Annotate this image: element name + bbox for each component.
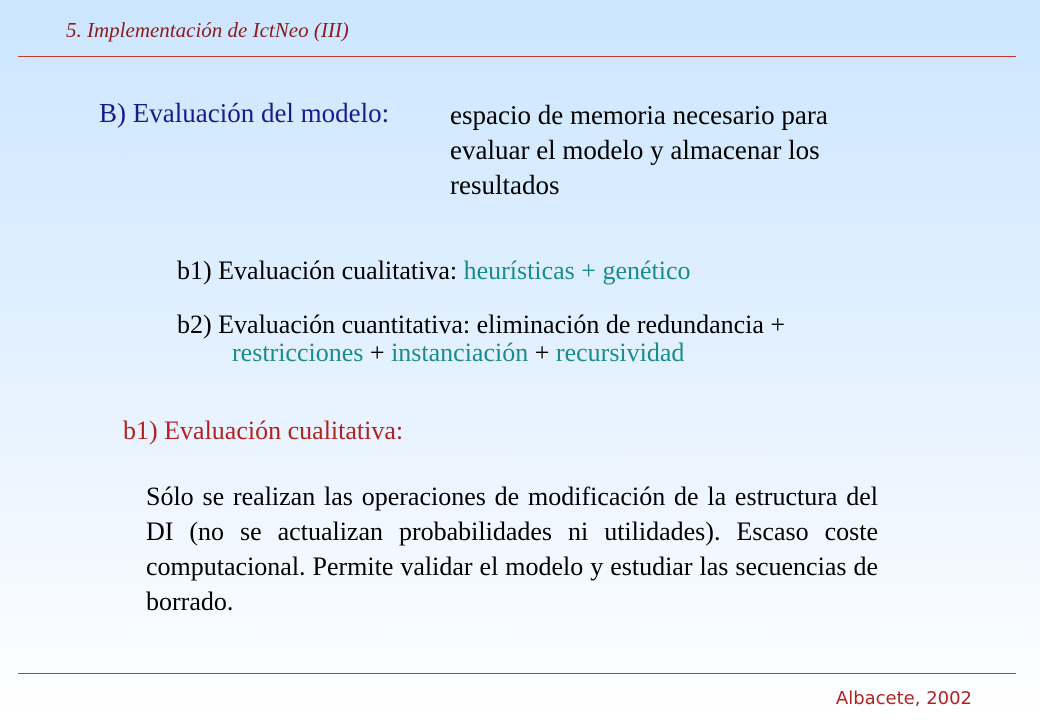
b1-summary-label: b1) Evaluación cualitativa: <box>177 256 458 285</box>
b2-item-restricciones: restricciones <box>232 338 364 367</box>
b1-item-heuristicas: heurísticas <box>463 256 575 285</box>
b1-plus: + <box>581 256 596 285</box>
section-b-description-line: espacio de memoria necesario para <box>450 100 828 130</box>
b1-item-genetico: genético <box>602 256 691 285</box>
section-b-description <box>450 98 828 203</box>
footer-place-year: Albacete, 2002 <box>835 688 972 709</box>
b2-line1-rest: eliminación de redundancia + <box>476 310 786 339</box>
b2-plus: + <box>534 338 550 367</box>
header-divider <box>18 56 1016 57</box>
b2-summary-label: b2) Evaluación cuantitativa: <box>177 310 471 339</box>
b1-summary <box>177 256 691 286</box>
section-b-label: B) Evaluación del modelo: <box>99 98 390 128</box>
section-b-description-line: evaluar el modelo y almacenar los <box>450 135 820 165</box>
b2-item-instanciacion: instanciación <box>391 338 529 367</box>
b2-summary <box>177 311 785 367</box>
b2-item-recursividad: recursividad <box>555 338 685 367</box>
b1-detail-heading: b1) Evaluación cualitativa: <box>123 416 404 445</box>
section-b-description-line: resultados <box>450 170 560 200</box>
b1-detail-paragraph: Sólo se realizan las operaciones de modificación de la estructura del DI (no se actualizan probabilidades ni utilidades). Escaso coste computacional. Permite validar el modelo y estudiar las secuencias de borrado. <box>146 482 878 616</box>
page-title: 5. Implementación de IctNeo (III) <box>66 18 349 42</box>
footer-divider <box>18 673 1016 674</box>
b2-plus: + <box>369 338 385 367</box>
